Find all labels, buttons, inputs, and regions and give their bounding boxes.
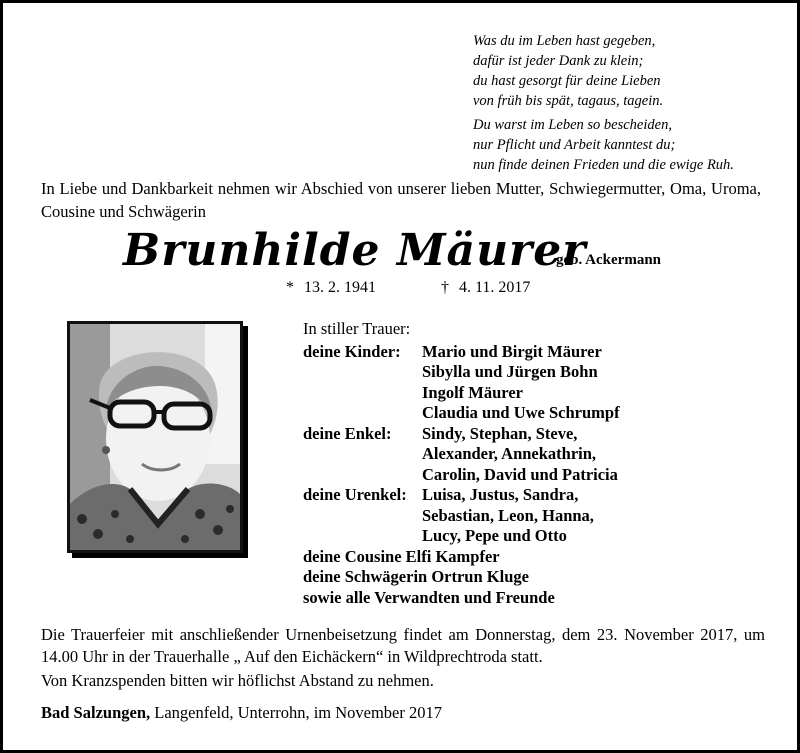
poem-stanza <box>473 31 734 111</box>
poem-line: Was du im Leben hast gegeben, <box>473 33 656 49</box>
mourner-row <box>303 526 620 547</box>
poem-line: Du warst im Leben so bescheiden, <box>473 117 672 133</box>
death-symbol: † <box>441 279 449 296</box>
portrait-illustration <box>70 324 240 550</box>
portrait-photo <box>70 324 240 550</box>
mourner-name: Mario und Birgit Mäurer <box>422 341 602 361</box>
mourner-name: Claudia und Uwe Schrumpf <box>422 403 620 422</box>
mourner-row <box>303 444 620 465</box>
mourner-row <box>303 424 620 445</box>
mourner-name: Sibylla und Jürgen Bohn <box>422 362 598 381</box>
mourner-name: Sindy, Stephan, Steve, <box>422 423 578 443</box>
mourner-row <box>303 362 620 383</box>
mourner-extra: deine Schwägerin Ortrun Kluge <box>303 567 529 586</box>
mourner-name: Carolin, David und Patricia <box>422 464 618 484</box>
death-date-value: 4. 11. 2017 <box>459 279 531 296</box>
place-and-date <box>41 702 765 724</box>
relation-label: deine Urenkel: <box>303 485 407 504</box>
deceased-name-row <box>3 227 800 277</box>
mourner-row <box>303 342 620 363</box>
intro-text: In Liebe und Dankbarkeit nehmen wir Abschied von unserer lieben Mutter, Schwiegermutter, Oma, Uroma, Cousine und Schwägerin <box>41 179 761 221</box>
ceremony-details: Die Trauerfeier mit anschließender Urnenbeisetzung findet am Donnerstag, dem 23. November 2017, um 14.00 Uhr in der Trauerhalle „ Auf den Eichäckern“ in Wildprechtroda statt. <box>41 625 765 666</box>
mourner-row <box>303 465 620 486</box>
birth-name: geb. Ackermann <box>556 252 661 268</box>
mourner-extra: sowie alle Verwandten und Freunde <box>303 587 555 607</box>
mourner-name: Alexander, Annekathrin, <box>422 444 597 463</box>
mourner-name: Ingolf Mäurer <box>422 382 523 402</box>
wreath-note: Von Kranzspenden bitten wir höflichst Abstand zu nehmen. <box>41 671 434 690</box>
relation-label: deine Enkel: <box>303 423 392 443</box>
mourners-table <box>303 342 620 547</box>
poem-line: von früh bis spät, tagaus, tagein. <box>473 93 664 109</box>
poem-line: nur Pflicht und Arbeit kanntest du; <box>473 137 676 153</box>
poem-line: dafür ist jeder Dank zu klein; <box>473 53 644 69</box>
place-rest: Langenfeld, Unterrohn, im November 2017 <box>150 703 443 722</box>
mourner-name: Sebastian, Leon, Hanna, <box>422 505 594 525</box>
mourners-list <box>303 319 620 608</box>
mourners-lead: In stiller Trauer: <box>303 319 411 338</box>
mourner-row <box>303 506 620 527</box>
poem-stanza <box>473 115 734 175</box>
place-bold: Bad Salzungen, <box>41 703 151 722</box>
mourner-name: Lucy, Pepe und Otto <box>422 526 567 545</box>
mourner-row <box>303 403 620 424</box>
death-date <box>441 279 530 297</box>
birth-date-value: 13. 2. 1941 <box>304 279 376 296</box>
memorial-poem <box>473 31 734 175</box>
mourner-row <box>303 485 620 506</box>
birth-symbol: * <box>286 279 294 296</box>
mourner-row <box>303 383 620 404</box>
poem-line: nun finde deinen Frieden und die ewige Ruh. <box>473 157 734 173</box>
relation-label: deine Kinder: <box>303 341 401 361</box>
mourner-name: Luisa, Justus, Sandra, <box>422 485 579 504</box>
poem-line: du hast gesorgt für deine Lieben <box>473 73 661 89</box>
portrait-photo-frame <box>67 321 243 553</box>
mourner-extra: deine Cousine Elfi Kampfer <box>303 546 500 566</box>
deceased-name: Brunhilde Mäurer <box>123 225 587 276</box>
birth-date <box>286 279 376 297</box>
